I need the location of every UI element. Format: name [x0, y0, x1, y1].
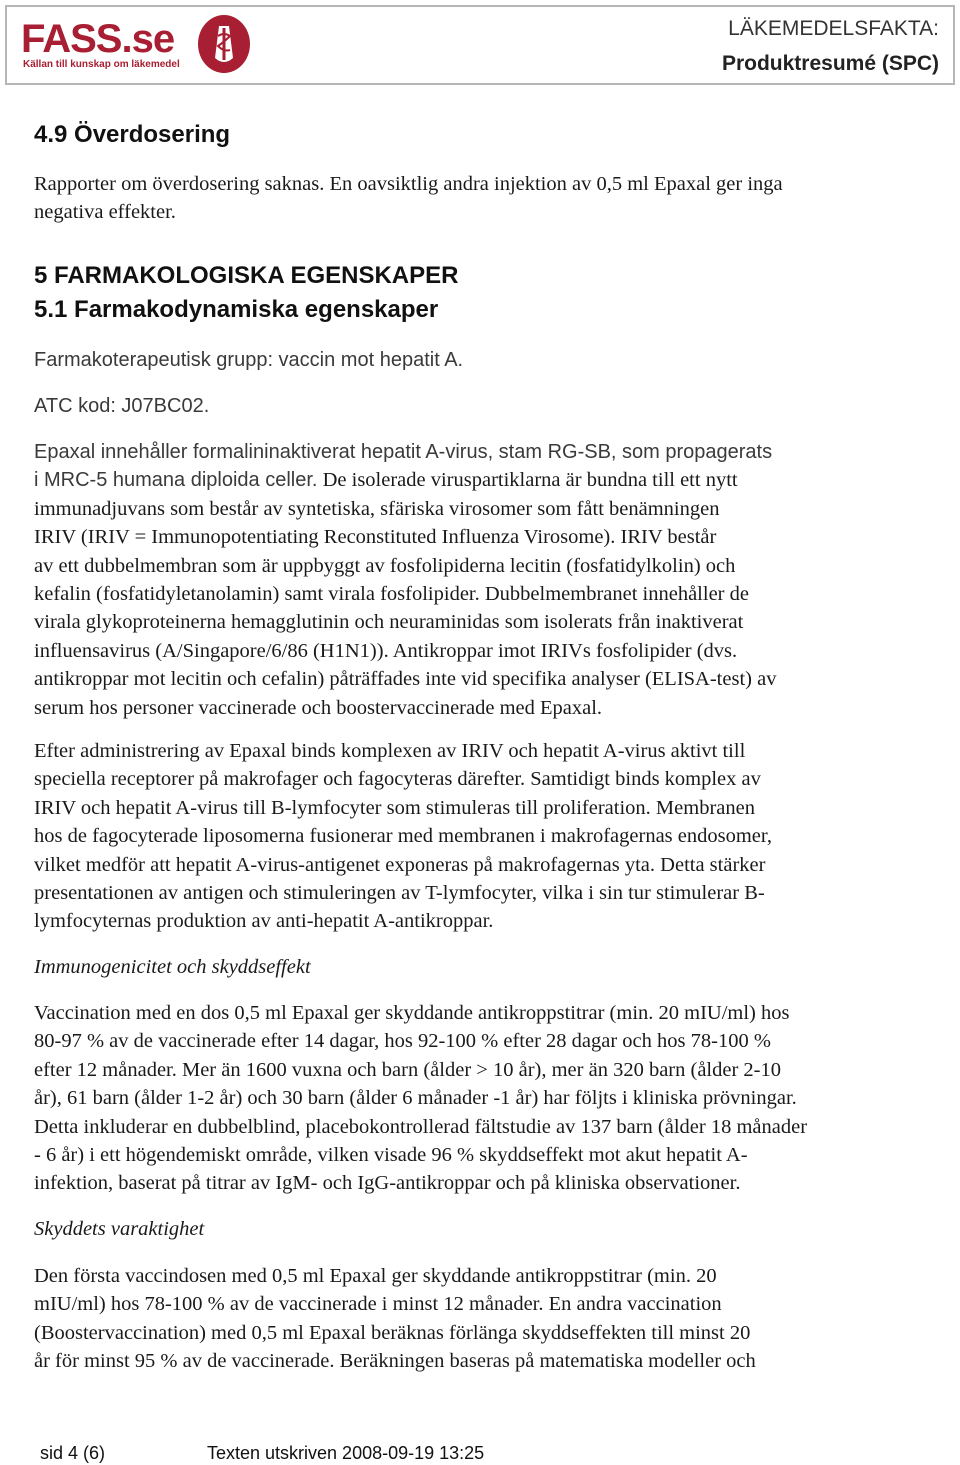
- text-line: i MRC-5 humana diploida celler.: [34, 469, 318, 492]
- text-line: presentationen av antigen och stimuleringen av T-lymfocyter, vilka i sin tur stimulerar B-: [34, 881, 765, 904]
- text-line: år för minst 95 % av de vaccinerade. Beräkningen baseras på matematiska modeller och: [34, 1350, 756, 1373]
- text-line: Den första vaccindosen med 0,5 ml Epaxal ger skyddande antikroppstitrar (min. 20: [34, 1265, 717, 1287]
- text-line: infektion, baserat på titrar av IgM- och IgG-antikroppar och på kliniska observationer.: [34, 1172, 741, 1195]
- fass-logo[interactable]: FASS.se: [21, 17, 175, 61]
- header-title: LÄKEMEDELSFAKTA:: [728, 17, 939, 40]
- administration-paragraph: [34, 737, 772, 936]
- text-line: kefalin (fosfatidyletanolamin) samt virala fosfolipider. Dubbelmembranet innehåller de: [34, 582, 749, 605]
- text-line: mIU/ml) hos 78-100 % av de vaccinerade i minst 12 månader. En andra vaccination: [34, 1293, 722, 1316]
- print-timestamp: Texten utskriven 2008-09-19 13:25: [207, 1443, 485, 1463]
- text-line: antikroppar mot lecitin och cefalin) påträffades inte vid specifika analyser (ELISA-test) av: [34, 668, 777, 691]
- text-line: lymfocyternas produktion av anti-hepatit A-antikroppar.: [34, 910, 494, 933]
- subheading-immunogenicity: Immunogenicitet och skyddseffekt: [34, 956, 311, 978]
- text-line: Epaxal innehåller formalininaktiverat hepatit A-virus, stam RG-SB, som propagerats: [34, 441, 773, 463]
- text-line: år), 61 barn (ålder 1-2 år) och 30 barn (ålder 6 månader -1 år) har följts i kliniska prövningar.: [34, 1087, 797, 1110]
- rod-of-asclepius-icon: [197, 14, 251, 74]
- text-line: efter 12 månader. Mer än 1600 vuxna och barn (ålder > 10 år), mer än 320 barn (ålder 2-10: [34, 1058, 781, 1081]
- text-line: - 6 år) i ett högendemiskt område, vilken visade 96 % skyddseffekt mot akut hepatit A-: [34, 1143, 748, 1166]
- durability-paragraph: [34, 1262, 756, 1376]
- subheading-durability: Skyddets varaktighet: [34, 1218, 205, 1240]
- text-line: serum hos personer vaccinerade och boostervaccinerade med Epaxal.: [34, 696, 603, 719]
- text-line: (Boostervaccination) med 0,5 ml Epaxal beräknas förlänga skyddseffekten till minst 20: [34, 1321, 751, 1344]
- text-line: Efter administrering av Epaxal binds komplexen av IRIV och hepatit A-virus aktivt till: [34, 740, 746, 762]
- text-line: virala glykoproteinerna hemagglutinin och neuraminidas som isolerats från inaktiverat: [34, 611, 744, 634]
- text-line: IRIV och hepatit A-virus till B-lymfocyter som stimuleras till proliferation. Membranen: [34, 796, 755, 819]
- page-header: [5, 5, 955, 85]
- therapeutic-group: Farmakoterapeutisk grupp: vaccin mot hepatit A.: [34, 349, 464, 371]
- text-line: immunadjuvans som består av syntetiska, sfäriska virosomer som fått benämningen: [34, 497, 720, 520]
- overdose-paragraph: [34, 170, 783, 227]
- text-line: Vaccination med en dos 0,5 ml Epaxal ger skyddande antikroppstitrar (min. 20 mIU/ml) hos: [34, 1002, 790, 1024]
- text-line: hos de fagocyterade liposomerna fusionerar med membranen i makrofagernas endosomer,: [34, 825, 773, 848]
- epaxal-paragraph: [34, 438, 776, 722]
- text-line: negativa effekter.: [34, 201, 176, 224]
- section-heading-pharmacology: 5 FARMAKOLOGISKA EGENSKAPER: [34, 262, 459, 289]
- logo-tagline: Källan till kunskap om läkemedel: [23, 59, 180, 70]
- immunogenicity-paragraph: [34, 999, 807, 1198]
- page-number: sid 4 (6): [40, 1443, 106, 1463]
- text-line: speciella receptorer på makrofager och fagocyteras därefter. Samtidigt binds komplex av: [34, 768, 761, 791]
- text-line: Detta inkluderar en dubbelblind, placebokontrollerad fältstudie av 137 barn (ålder 18 månader: [34, 1115, 808, 1138]
- section-heading-overdose: 4.9 Överdosering: [34, 121, 231, 148]
- header-subtitle: Produktresumé (SPC): [721, 52, 939, 75]
- text-line: av ett dubbelmembran som är uppbyggt av fosfolipiderna lecitin (fosfatidylkolin) och: [34, 554, 736, 577]
- text-line: vilket medför att hepatit A-virus-antigenet exponeras på makrofagernas yta. Detta stärker: [34, 853, 766, 876]
- atc-code: ATC kod: J07BC02.: [34, 395, 210, 417]
- text-line: 80-97 % av de vaccinerade efter 14 dagar, hos 92-100 % efter 28 dagar och hos 78-100 %: [34, 1030, 771, 1053]
- section-heading-pharmacodynamics: 5.1 Farmakodynamiska egenskaper: [34, 296, 439, 323]
- text-line: IRIV (IRIV = Immunopotentiating Reconstituted Influenza Virosome). IRIV består: [34, 526, 717, 549]
- text-line: De isolerade viruspartiklarna är bundna till ett nytt: [317, 469, 738, 492]
- text-line: Rapporter om överdosering saknas. En oavsiktlig andra injektion av 0,5 ml Epaxal ger inga: [34, 173, 783, 195]
- text-line: influensavirus (A/Singapore/6/86 (H1N1)). Antikroppar imot IRIVs fosfolipider (dvs.: [34, 639, 738, 662]
